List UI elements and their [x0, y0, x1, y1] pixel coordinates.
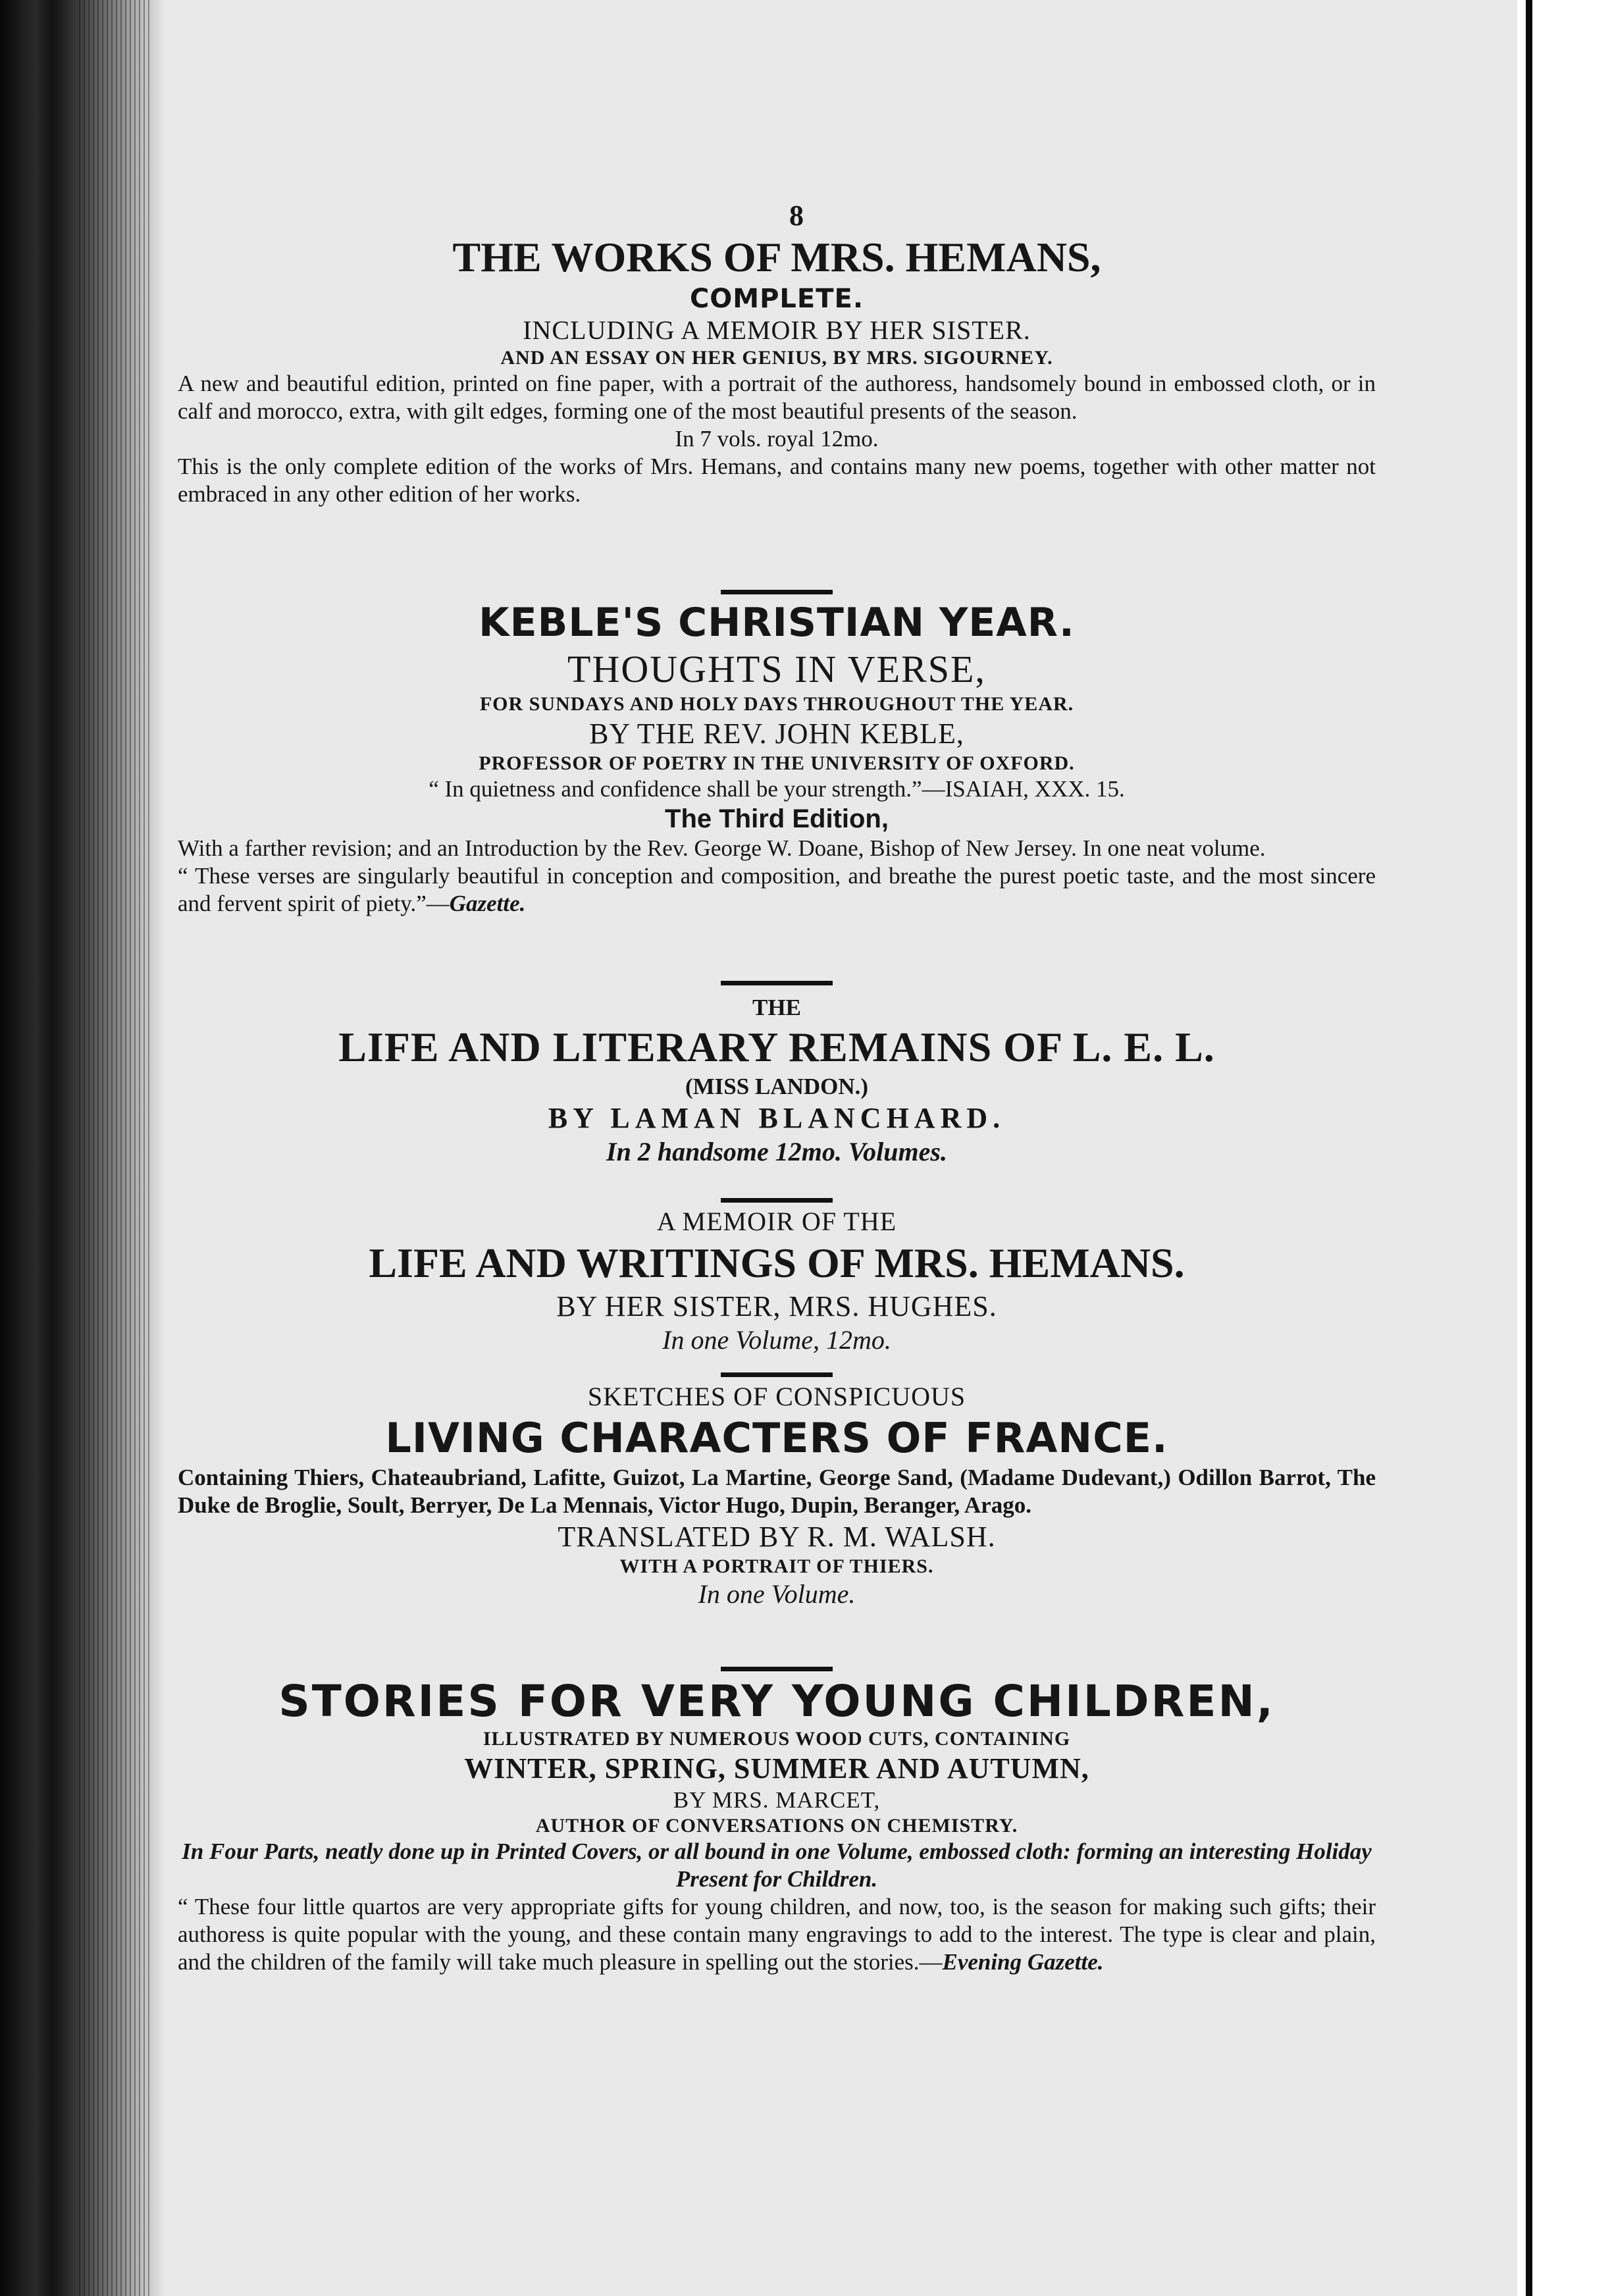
hemans-advert — [165, 232, 1389, 508]
france-volume: In one Volume. — [698, 1579, 856, 1609]
page-right-rule — [1526, 0, 1532, 2296]
france-translator: TRANSLATED BY R. M. WALSH. — [558, 1521, 996, 1553]
keble-advert — [165, 599, 1389, 918]
keble-epigraph: “ In quietness and confidence shall be your strength.”—ISAIAH, XXX. 15. — [429, 776, 1125, 802]
section-divider — [165, 981, 1389, 985]
memoir-author: BY HER SISTER, MRS. HUGHES. — [556, 1290, 997, 1322]
stories-advert — [165, 1676, 1389, 1976]
keble-review-source: Gazette. — [449, 891, 526, 916]
france-title: LIVING CHARACTERS OF FRANCE. — [385, 1414, 1168, 1462]
section-divider — [165, 1667, 1389, 1671]
memoir-pre: A MEMOIR OF THE — [656, 1207, 897, 1236]
france-contents: Containing Thiers, Chateaubriand, Lafitte, Guizot, La Martine, George Sand, (Madame Dudevant,) Odillon Barrot, The Duke de Broglie, Soult, Berryer, De La Mennais, Victor Hugo, Dupin, Beranger, Arago. — [178, 1465, 1376, 1518]
page-number: 8 — [789, 199, 804, 232]
keble-for: FOR SUNDAYS AND HOLY DAYS THROUGHOUT THE YEAR. — [479, 693, 1074, 715]
hemans-description: A new and beautiful edition, printed on fine paper, with a portrait of the authoress, handsomely bound in embossed cloth, or in calf and morocco, extra, with gilt edges, forming one of the most beautiful presents of the season. — [178, 371, 1376, 424]
keble-review — [165, 862, 1389, 918]
memoir-advert — [165, 1206, 1389, 1356]
lel-advert — [165, 994, 1389, 1168]
stories-illustrated: ILLUSTRATED BY NUMEROUS WOOD CUTS, CONTAINING — [482, 1728, 1071, 1750]
lel-landon: (MISS LANDON.) — [685, 1074, 869, 1099]
france-portrait: WITH A PORTRAIT OF THIERS. — [619, 1555, 934, 1577]
hemans-volumes: In 7 vols. royal 12mo. — [675, 426, 879, 452]
memoir-title: LIFE AND WRITINGS OF MRS. HEMANS. — [369, 1239, 1185, 1286]
hemans-title: THE WORKS OF MRS. HEMANS, — [452, 234, 1101, 280]
lel-title: LIFE AND LITERARY REMAINS OF L. E. L. — [338, 1024, 1215, 1070]
keble-author: BY THE REV. JOHN KEBLE, — [589, 718, 964, 750]
hemans-subtitle: COMPLETE. — [689, 284, 864, 314]
stories-seasons: WINTER, SPRING, SUMMER AND AUTUMN, — [464, 1752, 1089, 1785]
france-advert — [165, 1381, 1389, 1610]
section-divider — [165, 1372, 1389, 1377]
keble-title: KEBLE'S CHRISTIAN YEAR. — [479, 600, 1075, 646]
memoir-volume: In one Volume, 12mo. — [662, 1325, 891, 1355]
keble-edition: The Third Edition, — [665, 804, 889, 833]
stories-title: STORIES FOR VERY YOUNG CHILDREN, — [278, 1676, 1275, 1727]
lel-volumes: In 2 handsome 12mo. Volumes. — [606, 1137, 947, 1166]
hemans-essay: AND AN ESSAY ON HER GENIUS, BY MRS. SIGOURNEY. — [500, 347, 1053, 369]
section-divider — [165, 590, 1389, 594]
stories-review — [165, 1893, 1389, 1976]
lel-author: BY LAMAN BLANCHARD. — [548, 1102, 1006, 1134]
stories-review-text: “ These four little quartos are very appropriate gifts for young children, and now, too, is the season for making such gifts; their authoress is quite popular with the young, and these contain many engravings to add to the interest. The type is clear and plain, and the children of the family will take much pleasure in spelling out the stories.— — [178, 1894, 1376, 1975]
hemans-memoir: INCLUDING A MEMOIR BY HER SISTER. — [523, 315, 1031, 345]
page-binding-edge-lines — [79, 0, 151, 2296]
keble-professor: PROFESSOR OF POETRY IN THE UNIVERSITY OF OXFORD. — [479, 752, 1075, 774]
hemans-note: This is the only complete edition of the works of Mrs. Hemans, and contains many new poems, together with other matter not embraced in any other edition of her works. — [178, 454, 1376, 507]
section-divider — [165, 1198, 1389, 1203]
stories-review-source: Evening Gazette. — [942, 1949, 1104, 1975]
lel-the: THE — [752, 995, 801, 1020]
stories-author-of: AUTHOR OF CONVERSATIONS ON CHEMISTRY. — [535, 1815, 1018, 1837]
stories-author: BY MRS. MARCET, — [673, 1787, 881, 1813]
keble-review-text: “ These verses are singularly beautiful in conception and composition, and breathe the purest poetic taste, and the most sincere and fervent spirit of piety.”— — [178, 863, 1376, 916]
stories-parts: In Four Parts, neatly done up in Printed Covers, or all bound in one Volume, embossed cloth: forming an interesting Holiday Present for Children. — [182, 1839, 1372, 1892]
keble-revision: With a farther revision; and an Introduction by the Rev. George W. Doane, Bishop of New Jersey. In one neat volume. — [178, 835, 1266, 861]
keble-subtitle: THOUGHTS IN VERSE, — [567, 648, 986, 691]
france-pre: SKETCHES OF CONSPICUOUS — [587, 1382, 966, 1411]
